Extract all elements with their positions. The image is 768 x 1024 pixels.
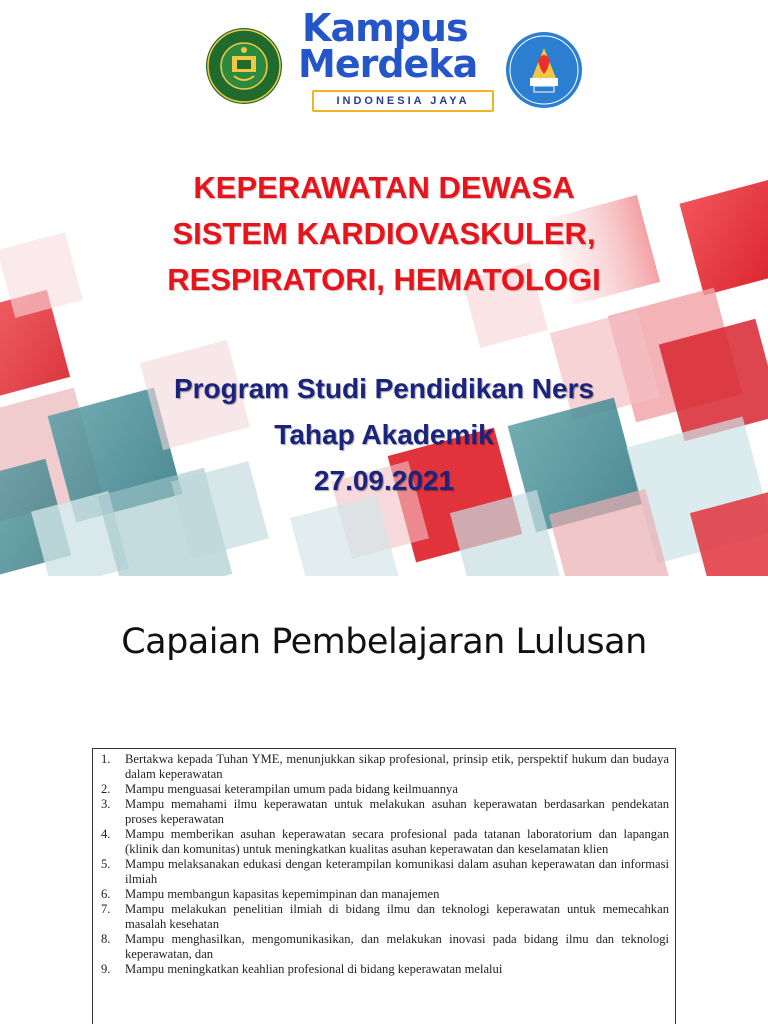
list-item <box>101 782 669 797</box>
list-item <box>101 857 669 887</box>
course-subtitle <box>0 366 768 504</box>
list-item-number: 5. <box>101 857 111 871</box>
list-item-text: Mampu memahami ilmu keperawatan untuk melakukan asuhan keperawatan berdasarkan pendekatan proses keperawatan <box>125 797 669 826</box>
kampus-merdeka-logo <box>298 6 498 120</box>
subtitle-line-2: Tahap Akademik <box>274 419 494 450</box>
list-item-text: Mampu meningkatkan keahlian profesional di bidang keperawatan melalui <box>125 962 503 976</box>
cpl-list-box <box>92 748 676 1024</box>
list-item <box>101 932 669 962</box>
list-item-number: 3. <box>101 797 111 811</box>
subtitle-line-3: 27.09.2021 <box>313 465 455 496</box>
tut-wuri-handayani-logo <box>504 30 584 110</box>
course-title <box>0 165 768 303</box>
list-item-text: Bertakwa kepada Tuhan YME, menunjukkan sikap profesional, prinsip etik, perspektif hukum dan budaya dalam keperawatan <box>125 752 669 781</box>
list-item <box>101 797 669 827</box>
subtitle-line-1: Program Studi Pendidikan Ners <box>173 373 595 404</box>
slide-title: Capaian Pembelajaran Lulusan <box>121 622 647 662</box>
stikes-yarsi-logo <box>204 26 284 106</box>
list-item-number: 7. <box>101 902 111 916</box>
title-line-3: RESPIRATORI, HEMATOLOGI <box>167 262 601 297</box>
kampus-word: Kampus <box>302 6 468 50</box>
list-item-number: 9. <box>101 962 111 976</box>
list-item <box>101 887 669 902</box>
list-item-number: 4. <box>101 827 111 841</box>
list-item-number: 6. <box>101 887 111 901</box>
indonesia-jaya-tagline: INDONESIA JAYA <box>312 90 494 112</box>
list-item-text: Mampu melaksanakan edukasi dengan keterampilan komunikasi dalam asuhan keperawatan dan informasi ilmiah <box>125 857 669 886</box>
list-item-text: Mampu melakukan penelitian ilmiah di bidang ilmu dan teknologi keperawatan untuk memecahkan masalah kesehatan <box>125 902 669 931</box>
list-item-text: Mampu menguasai keterampilan umum pada bidang keilmuannya <box>125 782 458 796</box>
list-item <box>101 902 669 932</box>
list-item <box>101 962 669 977</box>
title-line-1: KEPERAWATAN DEWASA <box>193 170 575 205</box>
logo-bar <box>0 0 768 130</box>
cpl-slide <box>0 588 768 1024</box>
list-item <box>101 827 669 857</box>
list-item <box>101 752 669 782</box>
list-item-number: 1. <box>101 752 111 766</box>
list-item-number: 2. <box>101 782 111 796</box>
merdeka-word: Merdeka <box>298 42 478 86</box>
list-item-text: Mampu memberikan asuhan keperawatan secara profesional pada tatanan laboratorium dan lapangan (klinik dan komunitas) untuk meningkatkan kualitas asuhan keperawatan dan keselamatan klien <box>125 827 669 856</box>
list-item-text: Mampu membangun kapasitas kepemimpinan dan manajemen <box>125 887 440 901</box>
title-line-2: SISTEM KARDIOVASKULER, <box>172 216 596 251</box>
list-item-number: 8. <box>101 932 111 946</box>
list-item-text: Mampu menghasilkan, mengomunikasikan, dan melakukan inovasi pada bidang ilmu dan teknologi keperawatan, dan <box>125 932 669 961</box>
